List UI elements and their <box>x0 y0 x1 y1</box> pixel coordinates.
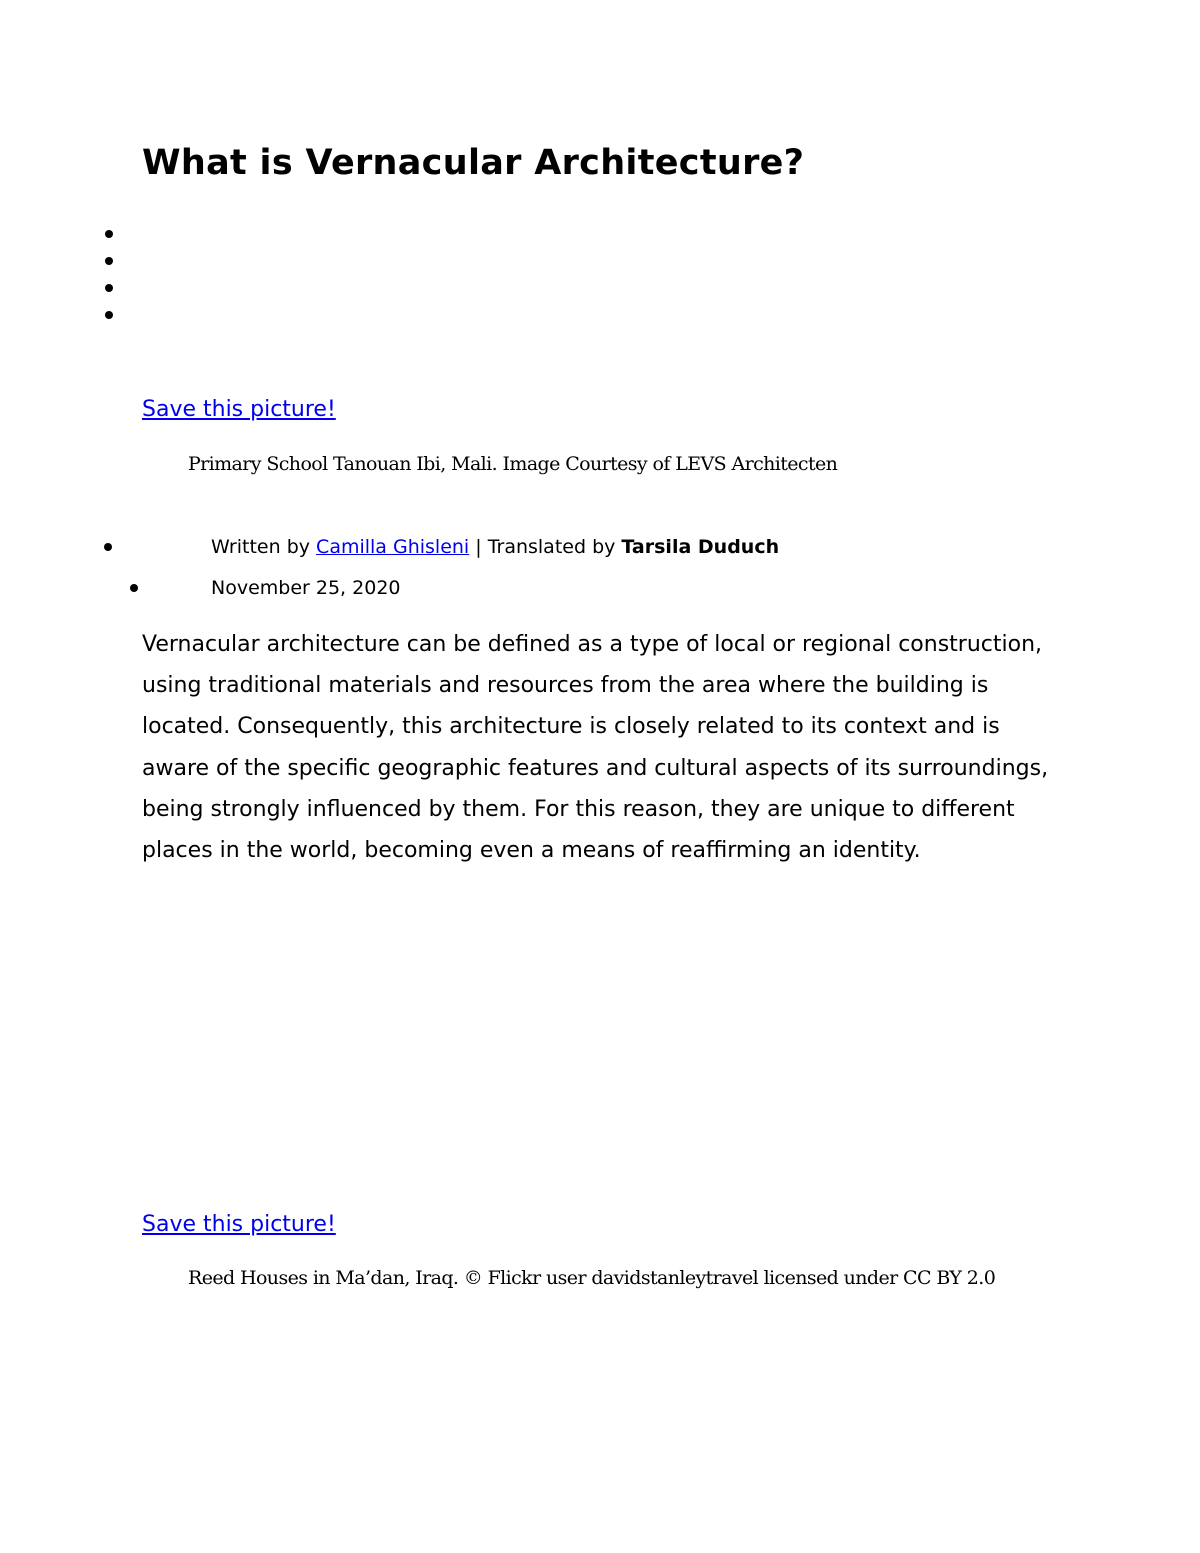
share-list-bullet[interactable] <box>105 230 113 238</box>
image-caption: Primary School Tanouan Ibi, Mali. Image Courtesy of LEVS Architecten <box>188 453 838 475</box>
share-list-bullet[interactable] <box>105 284 113 292</box>
date-bullet <box>130 584 138 592</box>
image-caption: Reed Houses in Ma’dan, Iraq. © Flickr user davidstanleytravel licensed under CC BY 2.0 <box>188 1267 996 1289</box>
author-link[interactable]: Camilla Ghisleni <box>316 536 470 558</box>
publish-date: November 25, 2020 <box>211 577 401 599</box>
translated-by-label: | Translated by <box>469 536 622 558</box>
save-picture-link[interactable]: Save this picture! <box>142 397 336 422</box>
written-by-label: Written by <box>211 536 317 558</box>
article-body: Vernacular architecture can be defined as a type of local or regional construction, using traditional materials and resources from the area where the building is located. Consequently, this architecture is closely related to its context and is aware of the specific geographic features and cultural aspects of its surroundings, being strongly influenced by them. For this reason, they are unique to different places in the world, becoming even a means of reaffirming an identity. <box>142 632 1049 864</box>
translator-name: Tarsila Duduch <box>621 536 780 558</box>
share-list-bullet[interactable] <box>105 311 113 319</box>
page-title: What is Vernacular Architecture? <box>142 143 805 183</box>
byline-bullet <box>104 543 112 551</box>
save-picture-link[interactable]: Save this picture! <box>142 1212 336 1237</box>
byline <box>211 534 779 560</box>
share-list-bullet[interactable] <box>105 257 113 265</box>
